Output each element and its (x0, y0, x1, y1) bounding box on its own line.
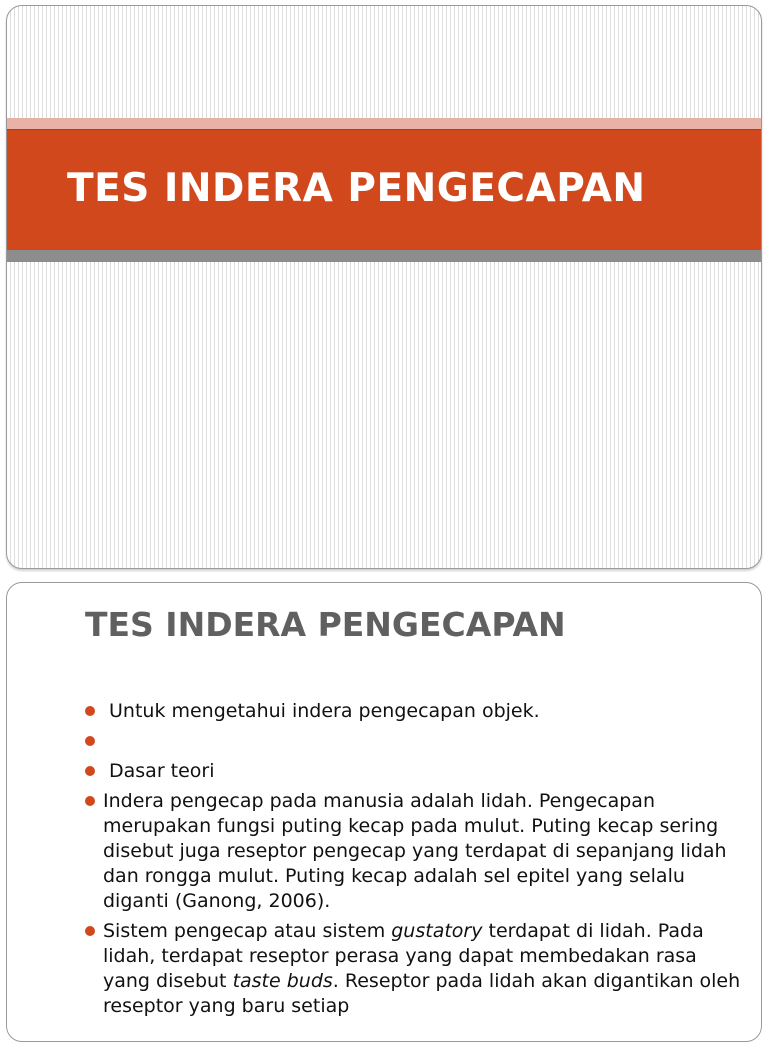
bullet-text: Indera pengecap pada manusia adalah lidah. Pengecapan merupakan fungsi puting kecap pada mulut. Puting kecap sering disebut juga reseptor pengecap yang terdapat di sepanjang lidah dan rongga mulut. Puting kecap adalah sel epitel yang selalu diganti (Ganong, 2006). (103, 790, 727, 912)
title-band-top-stripe (7, 118, 761, 129)
bullet-item (85, 759, 745, 784)
bullet-text-italic: taste buds (232, 970, 333, 992)
bullet-dot-icon (85, 796, 95, 806)
bullet-text-segment: Sistem pengecap atau sistem (103, 920, 392, 942)
slide-title: TES INDERA PENGECAPAN (67, 166, 646, 211)
bullet-dot-icon (85, 706, 95, 716)
title-band (7, 129, 761, 251)
bullet-item-empty (85, 729, 745, 754)
bullet-text: Untuk mengetahui indera pengecapan objek. (109, 700, 540, 722)
bullet-text-segment: . Reseptor pada lidah akan digantikan oleh reseptor yang baru setiap (103, 970, 741, 1017)
bullet-text-segment: terdapat di lidah. Pada lidah, terdapat reseptor perasa yang dapat membedakan rasa yang disebut (103, 920, 704, 992)
bullet-item (85, 789, 745, 914)
bullet-item (85, 699, 745, 724)
bullet-text-italic: gustatory (391, 920, 483, 942)
bullet-dot-icon (85, 926, 95, 936)
bullet-item (85, 919, 745, 1019)
bullet-list (85, 699, 745, 1024)
bullet-text: Dasar teori (109, 760, 215, 782)
bullet-dot-icon (85, 736, 95, 746)
bullet-text (103, 920, 740, 1017)
content-slide-title: TES INDERA PENGECAPAN (85, 605, 566, 644)
bullet-dot-icon (85, 766, 95, 776)
content-slide (6, 582, 762, 1042)
title-slide (6, 5, 762, 569)
title-band-bottom-stripe (7, 250, 761, 262)
